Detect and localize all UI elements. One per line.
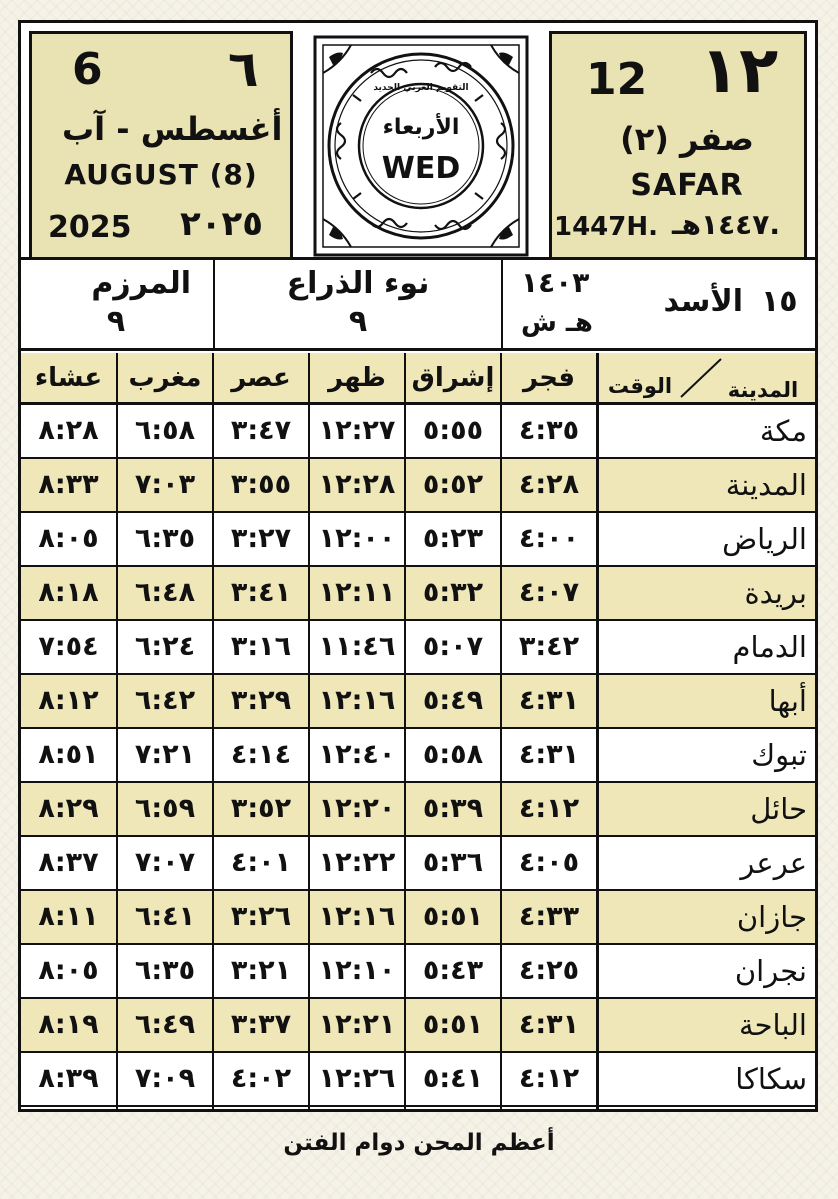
table-row	[21, 945, 815, 999]
footer-proverb: أعظم المحن دوام الفتن	[283, 1130, 555, 1156]
maghrib-time: ٦:٤١	[134, 901, 196, 932]
gregorian-year-arabic: ٢٠٢٥	[180, 204, 264, 244]
fajr-time: ٤:٠٠	[518, 523, 580, 554]
shuruq-time: ٥:٣٢	[422, 577, 484, 608]
season-cell	[215, 260, 501, 348]
hijri-day-western: 12	[586, 54, 648, 105]
shuruq-time: ٥:٣٩	[422, 793, 484, 824]
table-row	[21, 621, 815, 675]
dhuhr-time: ١٢:٢٨	[318, 469, 396, 500]
fajr-time: ٤:٠٧	[518, 577, 580, 608]
season-name: نوء الذراع	[286, 266, 430, 301]
dhuhr-time: ١٢:٤٠	[318, 739, 396, 770]
maghrib-time: ٦:٢٤	[134, 631, 196, 662]
maghrib-time: ٦:٥٨	[134, 415, 196, 446]
gregorian-day-western: 6	[72, 44, 103, 95]
table-row	[21, 459, 815, 513]
fajr-time: ٤:٣١	[518, 1009, 580, 1040]
fajr-time: ٣:٤٢	[518, 631, 580, 662]
star-cell	[503, 260, 815, 348]
weekday-english: WED	[381, 151, 461, 186]
isha-time: ٨:٣٣	[38, 469, 99, 500]
asr-time: ٣:٣٧	[230, 1009, 292, 1040]
maghrib-time: ٦:٤٩	[134, 1009, 196, 1040]
hijri-year-arabic: ١٤٤٧هـ.	[672, 208, 780, 241]
isha-time: ٨:١٢	[38, 685, 99, 716]
column-divider	[212, 353, 214, 1109]
maghrib-time: ٦:٥٩	[134, 793, 196, 824]
column-divider	[116, 353, 118, 1109]
hijri-day-arabic: ١٢	[700, 34, 779, 108]
column-divider	[596, 353, 599, 1109]
maghrib-time: ٦:٣٥	[134, 955, 196, 986]
table-row	[21, 405, 815, 459]
table-row	[21, 783, 815, 837]
shuruq-time: ٥:٠٧	[422, 631, 484, 662]
marzam-day: ٩	[106, 304, 126, 339]
asr-time: ٣:٢٦	[230, 901, 292, 932]
seal-ornament-icon	[311, 33, 531, 259]
fajr-time: ٤:٢٨	[518, 469, 580, 500]
fajr-time: ٤:٣٣	[518, 901, 580, 932]
fajr-time: ٤:١٢	[518, 793, 580, 824]
gregorian-month-arabic: أغسطس - آب	[62, 110, 283, 148]
table-row	[21, 891, 815, 945]
city-name: سكاكا	[735, 1062, 807, 1096]
hijri-date-box	[549, 31, 807, 267]
maghrib-time: ٧:٠٩	[134, 1063, 196, 1094]
asr-time: ٤:٠٢	[230, 1063, 292, 1094]
weekday-seal	[311, 33, 531, 265]
dhuhr-time: ١٢:٢٠	[318, 793, 396, 824]
isha-time: ٨:١٨	[38, 577, 99, 608]
table-row	[21, 513, 815, 567]
fajr-time: ٤:٢٥	[518, 955, 580, 986]
maghrib-time: ٧:٢١	[134, 739, 196, 770]
star-name: الأسد	[663, 284, 743, 319]
city-name: جازان	[736, 900, 807, 934]
marzam-label: المرزم	[91, 266, 191, 301]
city-name: حائل	[750, 792, 807, 826]
gregorian-date-box	[29, 31, 293, 267]
dhuhr-time: ١٢:٢١	[318, 1009, 396, 1040]
isha-time: ٨:٢٩	[38, 793, 99, 824]
shuruq-time: ٥:٥٨	[422, 739, 484, 770]
fajr-time: ٤:٣١	[518, 739, 580, 770]
isha-time: ٨:٠٥	[38, 523, 99, 554]
city-name: تبوك	[751, 738, 807, 772]
header-maghrib: مغرب	[128, 363, 202, 393]
header-time: الوقت	[607, 374, 673, 398]
isha-time: ٨:١٩	[38, 1009, 99, 1040]
asr-time: ٣:٢١	[230, 955, 292, 986]
gregorian-year-western: 2025	[48, 210, 132, 245]
dhuhr-time: ١٢:١٦	[318, 901, 396, 932]
hijri-year-english: 1447H.	[554, 212, 658, 242]
city-name: مكة	[759, 414, 807, 448]
season-info-row	[21, 257, 815, 351]
asr-time: ٣:١٦	[230, 631, 292, 662]
city-name: نجران	[734, 954, 807, 988]
city-name: المدينة	[725, 468, 807, 502]
city-name: الدمام	[732, 630, 807, 664]
city-name: الرياض	[722, 522, 807, 556]
maghrib-time: ٧:٠٧	[134, 847, 196, 878]
shuruq-time: ٥:٣٦	[422, 847, 484, 878]
asr-time: ٤:٠١	[230, 847, 292, 878]
header-city: المدينة	[727, 378, 799, 402]
dhuhr-time: ١٢:١٦	[318, 685, 396, 716]
asr-time: ٣:٥٥	[230, 469, 292, 500]
shuruq-time: ٥:٥٢	[422, 469, 484, 500]
header-diagonal-divider	[671, 353, 731, 403]
shuruq-time: ٥:٥١	[422, 901, 484, 932]
dhuhr-time: ١٢:١٠	[318, 955, 396, 986]
header-asr: عصر	[231, 363, 291, 393]
solar-year-label: هـ ش	[521, 308, 593, 338]
asr-time: ٤:١٤	[230, 739, 292, 770]
dhuhr-time: ١٢:١١	[318, 577, 396, 608]
fajr-time: ٤:٣١	[518, 685, 580, 716]
fajr-time: ٤:١٢	[518, 1063, 580, 1094]
calendar-frame	[18, 20, 818, 1112]
hijri-month-english: SAFAR	[630, 168, 744, 203]
gregorian-day-arabic: ٦	[228, 40, 259, 98]
isha-time: ٨:٥١	[38, 739, 99, 770]
city-name: بريدة	[744, 576, 807, 610]
table-header-row	[21, 353, 815, 405]
maghrib-time: ٦:٤٨	[134, 577, 196, 608]
header-fajr: فجر	[523, 363, 575, 393]
shuruq-time: ٥:٤٩	[422, 685, 484, 716]
dhuhr-time: ١١:٤٦	[318, 631, 396, 662]
isha-time: ٨:٢٨	[38, 415, 99, 446]
shuruq-time: ٥:٤٣	[422, 955, 484, 986]
header-dhuhr: ظهر	[328, 363, 386, 393]
solar-year: ١٤٠٣	[521, 266, 590, 299]
fajr-time: ٤:٠٥	[518, 847, 580, 878]
city-name: الباحة	[739, 1008, 807, 1042]
header-shuruq: إشراق	[411, 363, 495, 393]
shuruq-time: ٥:٢٣	[422, 523, 484, 554]
seal-ring-text: التقويم العربي الجديد	[373, 83, 469, 93]
isha-time: ٧:٥٤	[38, 631, 99, 662]
isha-time: ٨:٣٧	[38, 847, 99, 878]
weekday-arabic: الأربعاء	[382, 115, 460, 140]
table-row	[21, 999, 815, 1053]
table-row	[21, 837, 815, 891]
dhuhr-time: ١٢:٢٢	[318, 847, 396, 878]
gregorian-month-english: AUGUST (8)	[64, 158, 258, 191]
maghrib-time: ٦:٤٢	[134, 685, 196, 716]
table-row	[21, 729, 815, 783]
isha-time: ٨:١١	[38, 901, 99, 932]
dhuhr-time: ١٢:٢٦	[318, 1063, 396, 1094]
star-day: ١٥	[761, 284, 798, 319]
asr-time: ٣:٥٢	[230, 793, 292, 824]
asr-time: ٣:٤١	[230, 577, 292, 608]
dhuhr-time: ١٢:٠٠	[318, 523, 396, 554]
column-divider	[308, 353, 310, 1109]
maghrib-time: ٧:٠٣	[134, 469, 196, 500]
shuruq-time: ٥:٥٥	[422, 415, 484, 446]
shuruq-time: ٥:٥١	[422, 1009, 484, 1040]
hijri-month-arabic: صفر (٢)	[620, 120, 754, 158]
asr-time: ٣:٤٧	[230, 415, 292, 446]
table-row	[21, 1053, 815, 1107]
table-row	[21, 567, 815, 621]
isha-time: ٨:٠٥	[38, 955, 99, 986]
asr-time: ٣:٢٧	[230, 523, 292, 554]
marzam-cell	[21, 260, 213, 348]
city-name: عرعر	[740, 846, 807, 880]
shuruq-time: ٥:٤١	[422, 1063, 484, 1094]
season-day: ٩	[348, 304, 368, 339]
header-isha: عشاء	[34, 363, 103, 393]
column-divider	[500, 353, 502, 1109]
fajr-time: ٤:٣٥	[518, 415, 580, 446]
city-name: أبها	[768, 684, 807, 718]
asr-time: ٣:٢٩	[230, 685, 292, 716]
isha-time: ٨:٣٩	[38, 1063, 99, 1094]
column-divider	[404, 353, 406, 1109]
dhuhr-time: ١٢:٢٧	[318, 415, 396, 446]
maghrib-time: ٦:٣٥	[134, 523, 196, 554]
table-row	[21, 675, 815, 729]
